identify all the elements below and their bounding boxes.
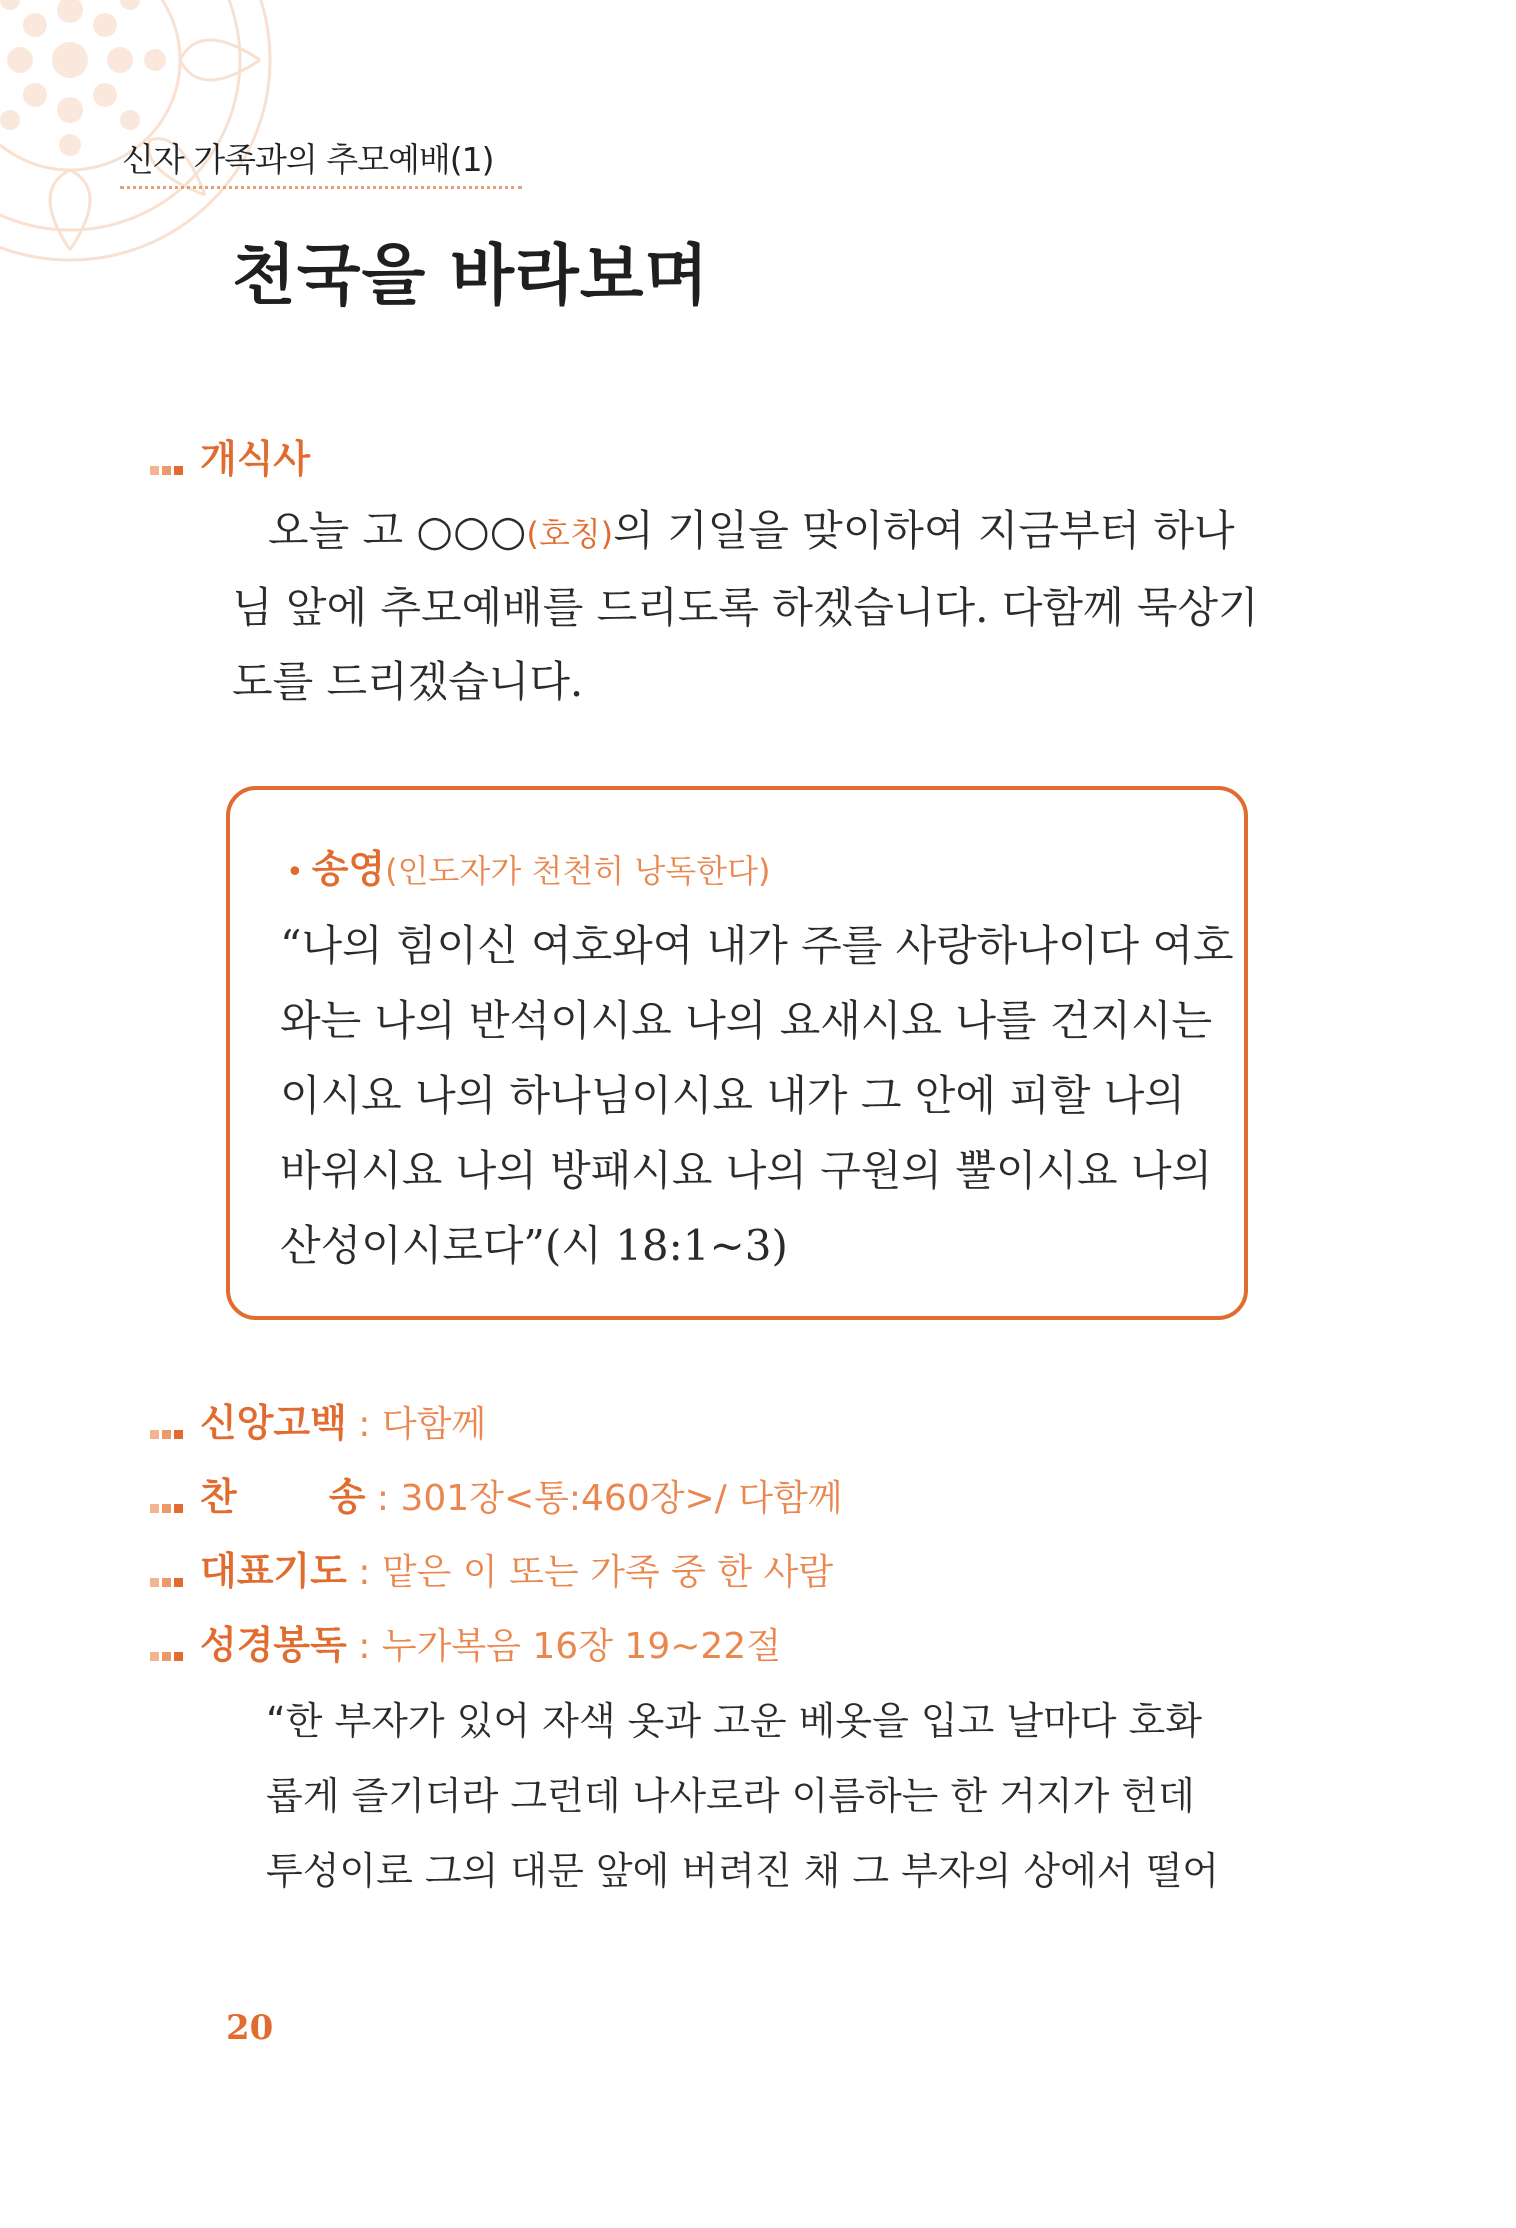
order-item-confession: 신앙고백 : 다함께 [150, 1392, 486, 1448]
dotted-divider [120, 186, 522, 189]
responsive-line: 산성이시로다”(시 18:1~3) [280, 1221, 788, 1270]
section-heading-opening [150, 428, 310, 484]
honorific-note: (호칭) [526, 515, 614, 553]
paragraph-line: 님 앞에 추모예배를 드리도록 하겠습니다. 다함께 묵상기 [232, 583, 1259, 632]
square-bullets-icon [150, 1552, 186, 1596]
responsive-line: 와는 나의 반석이시요 나의 요새시요 나를 건지시는 [280, 996, 1213, 1045]
responsive-line: 이시요 나의 하나님이시요 내가 그 안에 피할 나의 [280, 1071, 1185, 1120]
page-number: 20 [226, 2008, 274, 2048]
responsive-line: “나의 힘이신 여호와여 내가 주를 사랑하나이다 여호 [280, 921, 1234, 970]
paragraph-line: 도를 드리겠습니다. [232, 657, 584, 706]
responsive-reading-box [226, 786, 1248, 1320]
responsive-heading: • 송영(인도자가 천천히 낭독한다) [286, 847, 771, 891]
order-item-scripture: 성경봉독 : 누가복음 16장 19~22절 [150, 1614, 781, 1670]
reading-line: 롭게 즐기더라 그런데 나사로라 이름하는 한 거지가 헌데 [266, 1774, 1195, 1818]
page-title: 천국을 바라보며 [232, 236, 710, 314]
reading-line: “한 부자가 있어 자색 옷과 고운 베옷을 입고 날마다 호화 [266, 1699, 1202, 1743]
square-bullets-icon [150, 1404, 186, 1448]
chapter-label: 신자 가족과의 추모예배(1) [122, 140, 494, 179]
scripture-reading-text [266, 1684, 1226, 1909]
order-item-prayer: 대표기도 : 맡은 이 또는 가족 중 한 사람 [150, 1540, 833, 1596]
paragraph-line: 오늘 고 ○○○(호칭)의 기일을 맞이하여 지금부터 하나 [268, 506, 1235, 555]
square-bullets-icon [150, 440, 186, 484]
square-bullets-icon [150, 1626, 186, 1670]
bullet-dot-icon: • [286, 855, 304, 890]
order-item-hymn: 찬 송 : 301장<통:460장>/ 다함께 [150, 1466, 843, 1522]
opening-paragraph [232, 494, 1259, 719]
section-label: 개식사 [200, 437, 311, 481]
responsive-line: 바위시요 나의 방패시요 나의 구원의 뿔이시요 나의 [280, 1146, 1213, 1195]
reading-line: 투성이로 그의 대문 앞에 버려진 채 그 부자의 상에서 떨어 [266, 1849, 1219, 1893]
responsive-note: (인도자가 천천히 낭독한다) [385, 852, 771, 890]
responsive-text [280, 908, 1234, 1283]
square-bullets-icon [150, 1478, 186, 1522]
